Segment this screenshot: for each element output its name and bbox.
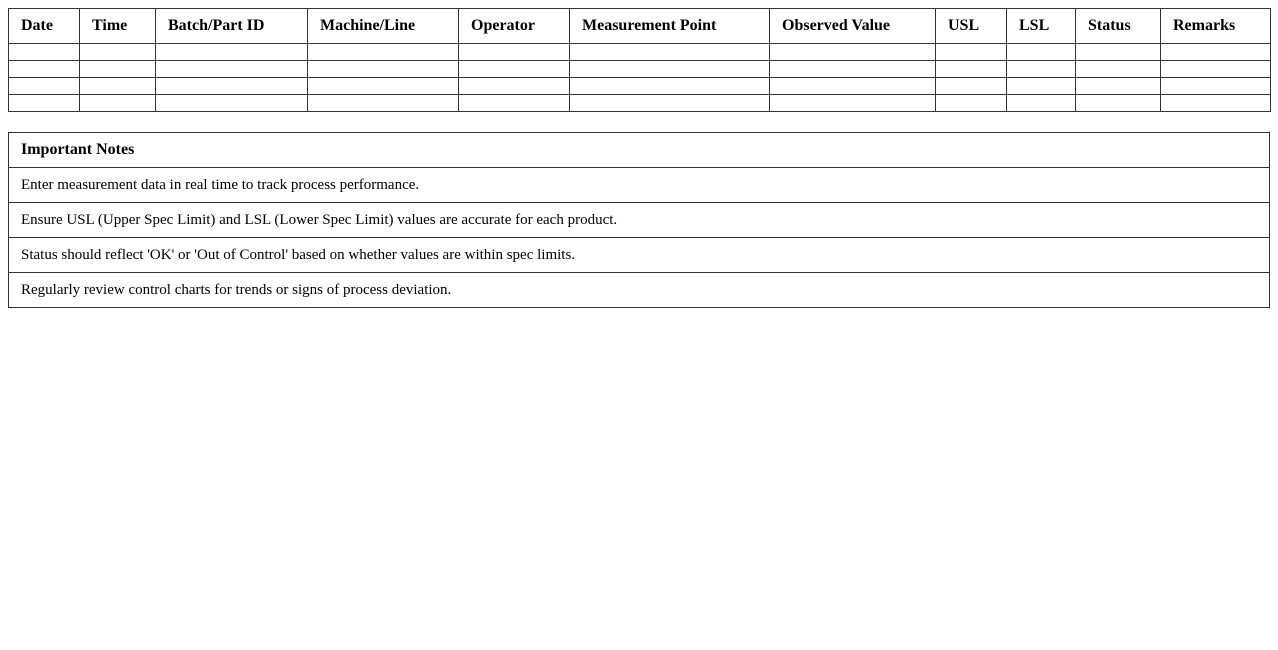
sheet: [8, 8, 1270, 308]
table-cell[interactable]: [770, 61, 936, 78]
table-cell[interactable]: [570, 61, 770, 78]
column-header-operator: Operator: [459, 9, 570, 44]
table-cell[interactable]: [156, 78, 308, 95]
note-item: Enter measurement data in real time to track process performance.: [9, 168, 1270, 203]
table-row: [9, 78, 1271, 95]
table-cell[interactable]: [80, 61, 156, 78]
table-cell[interactable]: [1007, 44, 1076, 61]
table-row: [9, 61, 1271, 78]
table-cell[interactable]: [308, 61, 459, 78]
table-cell[interactable]: [156, 44, 308, 61]
notes-title-row: [9, 133, 1270, 168]
table-cell[interactable]: [9, 44, 80, 61]
table-cell[interactable]: [770, 44, 936, 61]
note-item: Regularly review control charts for trends or signs of process deviation.: [9, 273, 1270, 308]
table-row: [9, 44, 1271, 61]
table-cell[interactable]: [459, 95, 570, 112]
table-cell[interactable]: [1007, 78, 1076, 95]
table-header-row: [9, 9, 1271, 44]
table-cell[interactable]: [936, 78, 1007, 95]
table-cell[interactable]: [1076, 44, 1161, 61]
table-cell[interactable]: [936, 61, 1007, 78]
table-cell[interactable]: [570, 78, 770, 95]
column-header-date: Date: [9, 9, 80, 44]
column-header-time: Time: [80, 9, 156, 44]
table-cell[interactable]: [9, 61, 80, 78]
table-cell[interactable]: [1161, 95, 1271, 112]
table-cell[interactable]: [1007, 95, 1076, 112]
table-cell[interactable]: [936, 44, 1007, 61]
table-cell[interactable]: [9, 78, 80, 95]
note-item: Status should reflect 'OK' or 'Out of Control' based on whether values are within spec limits.: [9, 238, 1270, 273]
column-header-machine-line: Machine/Line: [308, 9, 459, 44]
table-cell[interactable]: [459, 78, 570, 95]
table-cell[interactable]: [156, 95, 308, 112]
table-cell[interactable]: [9, 95, 80, 112]
table-cell[interactable]: [1076, 61, 1161, 78]
note-row: [9, 273, 1270, 308]
table-cell[interactable]: [770, 78, 936, 95]
table-cell[interactable]: [770, 95, 936, 112]
note-row: [9, 203, 1270, 238]
note-item: Ensure USL (Upper Spec Limit) and LSL (Lower Spec Limit) values are accurate for each product.: [9, 203, 1270, 238]
table-cell[interactable]: [1161, 44, 1271, 61]
column-header-usl: USL: [936, 9, 1007, 44]
note-row: [9, 168, 1270, 203]
table-cell[interactable]: [308, 44, 459, 61]
table-cell[interactable]: [459, 61, 570, 78]
table-cell[interactable]: [80, 78, 156, 95]
table-cell[interactable]: [1007, 61, 1076, 78]
table-cell[interactable]: [156, 61, 308, 78]
measurement-log-table: [8, 8, 1271, 112]
table-cell[interactable]: [308, 95, 459, 112]
column-header-measurement-point: Measurement Point: [570, 9, 770, 44]
table-cell[interactable]: [936, 95, 1007, 112]
column-header-batch-part-id: Batch/Part ID: [156, 9, 308, 44]
table-cell[interactable]: [1161, 61, 1271, 78]
notes-title: Important Notes: [9, 133, 1270, 168]
table-cell[interactable]: [80, 95, 156, 112]
table-cell[interactable]: [570, 95, 770, 112]
table-cell[interactable]: [570, 44, 770, 61]
table-body: [9, 44, 1271, 112]
table-cell[interactable]: [459, 44, 570, 61]
important-notes-table: [8, 132, 1270, 308]
table-row: [9, 95, 1271, 112]
column-header-status: Status: [1076, 9, 1161, 44]
column-header-lsl: LSL: [1007, 9, 1076, 44]
table-cell[interactable]: [308, 78, 459, 95]
column-header-observed-value: Observed Value: [770, 9, 936, 44]
column-header-remarks: Remarks: [1161, 9, 1271, 44]
table-cell[interactable]: [1161, 78, 1271, 95]
note-row: [9, 238, 1270, 273]
table-cell[interactable]: [1076, 78, 1161, 95]
table-cell[interactable]: [80, 44, 156, 61]
table-cell[interactable]: [1076, 95, 1161, 112]
